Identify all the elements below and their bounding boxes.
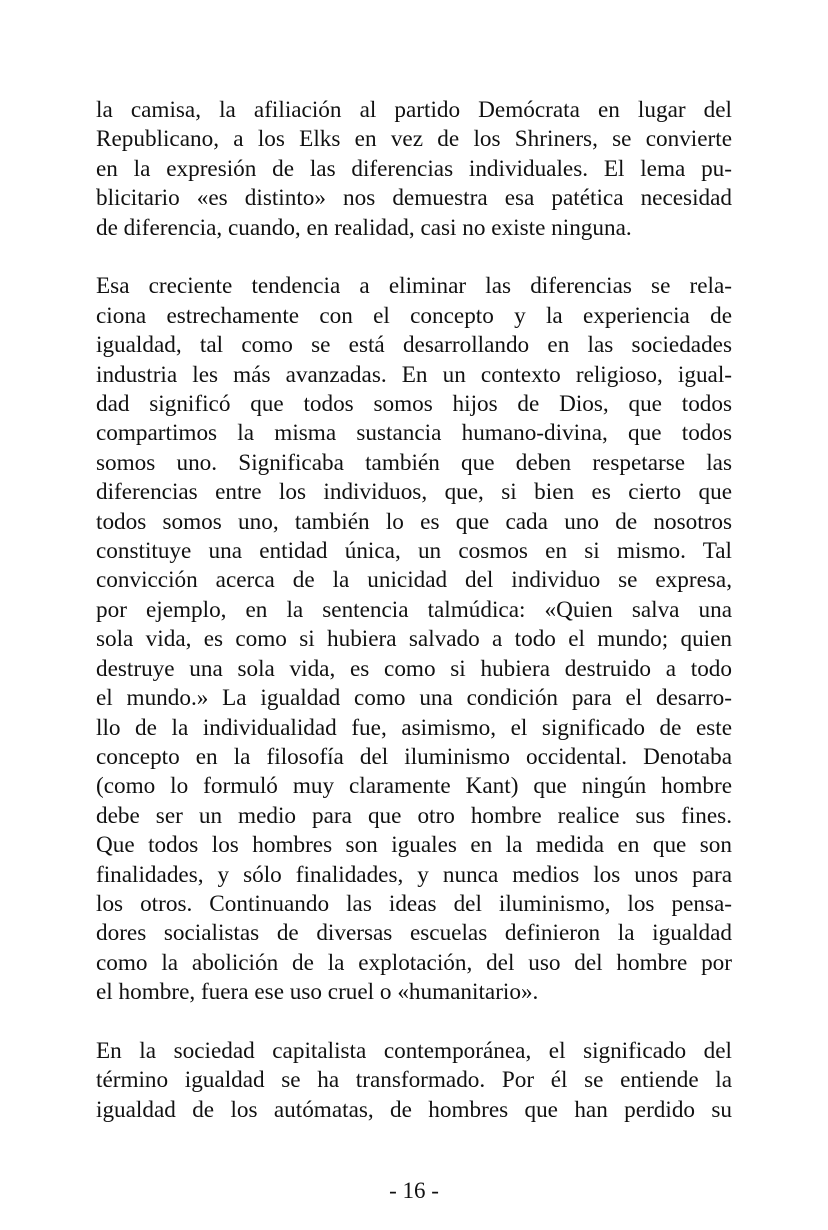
text-line: Republicano, a los Elks en vez de los Shriners, se convierte: [96, 126, 732, 153]
paragraph-1: [96, 96, 732, 243]
text-line: la camisa, la afiliación al partido Demócrata en lugar del: [96, 97, 732, 123]
text-line: por ejemplo, en la sentencia talmúdica: «Quien salva una: [96, 596, 732, 623]
text-line: En la sociedad capitalista contemporánea, el significado del: [96, 1037, 732, 1064]
text-line: dores socialistas de diversas escuelas definieron la igualdad: [96, 920, 732, 947]
paragraph-3: [96, 1037, 732, 1125]
text-line: Esa creciente tendencia a eliminar las diferencias se rela-: [96, 273, 732, 300]
text-line: de diferencia, cuando, en realidad, casi no existe ninguna.: [96, 214, 632, 241]
text-line: convicción acerca de la unicidad del individuo se expresa,: [96, 567, 732, 594]
text-line: finalidades, y sólo finalidades, y nunca medios los unos para: [96, 861, 732, 888]
text-line: blicitario «es distinto» nos demuestra esa patética necesidad: [96, 185, 732, 212]
paragraph-2: [96, 272, 732, 1007]
text-line: el hombre, fuera ese uso cruel o «humanitario».: [96, 979, 539, 1006]
text-line: igualdad de los autómatas, de hombres que han perdido su: [96, 1096, 732, 1123]
text-line: sola vida, es como si hubiera salvado a todo el mundo; quien: [96, 626, 732, 653]
text-line: como la abolición de la explotación, del uso del hombre por: [96, 949, 732, 976]
text-line: el mundo.» La igualdad como una condición para el desarro-: [96, 685, 732, 712]
text-line: (como lo formuló muy claramente Kant) que ningún hombre: [96, 773, 732, 800]
text-line: industria les más avanzadas. En un contexto religioso, igual-: [96, 361, 732, 388]
text-line: diferencias entre los individuos, que, si bien es cierto que: [96, 479, 732, 506]
text-line: llo de la individualidad fue, asimismo, el significado de este: [96, 714, 732, 741]
text-line: concepto en la filosofía del iluminismo occidental. Denotaba: [96, 743, 732, 770]
body-text: [96, 96, 732, 1125]
text-line: todos somos uno, también lo es que cada uno de nosotros: [96, 508, 732, 535]
text-line: destruye una sola vida, es como si hubiera destruido a todo: [96, 655, 732, 682]
text-line: ciona estrechamente con el concepto y la experiencia de: [96, 302, 732, 329]
text-line: compartimos la misma sustancia humano-divina, que todos: [96, 420, 732, 447]
text-line: constituye una entidad única, un cosmos en si mismo. Tal: [96, 538, 732, 565]
text-line: término igualdad se ha transformado. Por él se entiende la: [96, 1067, 732, 1094]
text-line: somos uno. Significaba también que deben respetarse las: [96, 449, 732, 476]
text-line: los otros. Continuando las ideas del iluminismo, los pensa-: [96, 890, 732, 917]
text-line: igualdad, tal como se está desarrollando en las sociedades: [96, 332, 732, 359]
text-line: en la expresión de las diferencias individuales. El lema pu-: [96, 155, 732, 182]
text-line: Que todos los hombres son iguales en la medida en que son: [96, 832, 732, 859]
text-line: debe ser un medio para que otro hombre realice sus fines.: [96, 802, 732, 829]
page-number: - 16 -: [389, 1178, 439, 1203]
text-line: dad significó que todos somos hijos de Dios, que todos: [96, 391, 732, 418]
